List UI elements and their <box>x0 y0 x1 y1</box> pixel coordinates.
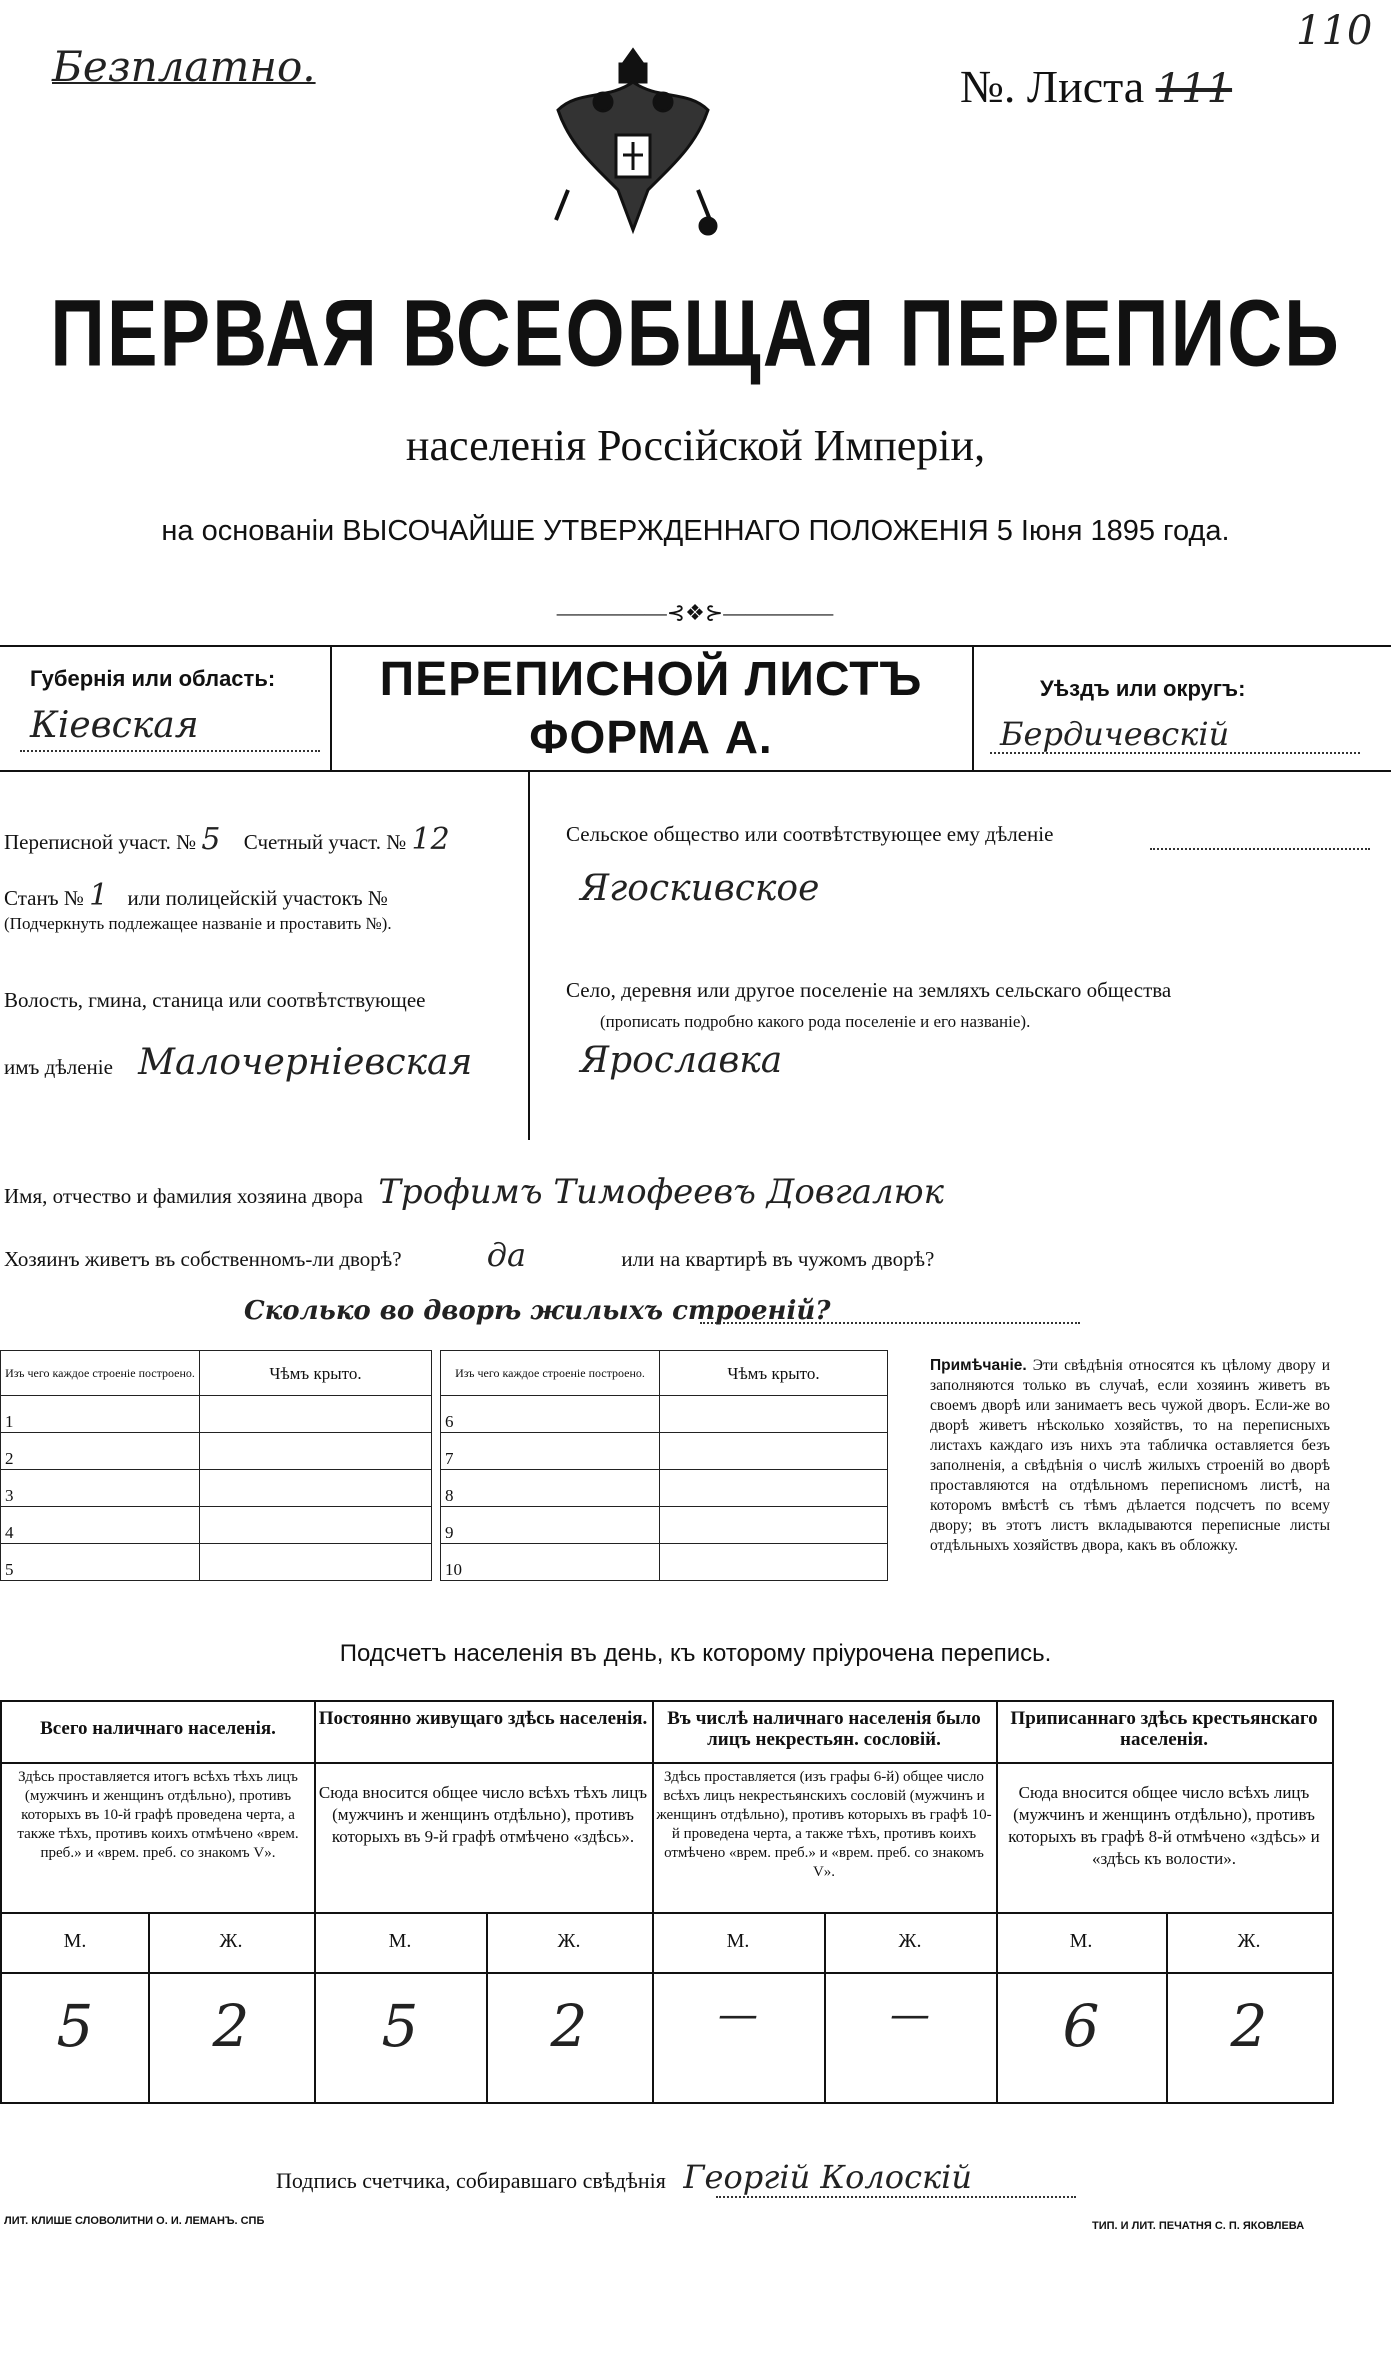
col-registered-desc: Сюда вносится общее число всѣхъ лицъ (мужчинъ и женщинъ отдѣльно), противъ которыхъ въ графѣ 8-й отмѣчено «здѣсь» и «здѣсь къ волости». <box>1008 1783 1320 1868</box>
col-total-desc: Здѣсь проставляется итогъ всѣхъ тѣхъ лицъ (мужчинъ и женщинъ отдѣльно), противъ которыхъ въ 10-й графѣ проведена черта, а также тѣхъ, противъ коихъ отмѣчено «врем. преб.» и «врем. преб. со знакомъ V». <box>17 1769 299 1861</box>
male-label: М. <box>63 1930 87 1952</box>
signature-label: Подпись счетчика, собиравшаго свѣдѣнія <box>276 2168 666 2193</box>
total-male-value: 5 <box>56 1992 94 2060</box>
registered-female-value: 2 <box>1230 1992 1268 2060</box>
row-number: 9 <box>441 1507 660 1544</box>
stan-line <box>4 878 388 913</box>
sheet-no-value: 111 <box>1155 66 1233 112</box>
col-non-peasant-title: Въ числѣ наличнаго населенія было лицъ некрестьян. сословій. <box>667 1708 981 1750</box>
col-built-of: Изъ чего каждое строеніе построено. <box>1 1351 200 1396</box>
sheet-number <box>960 60 1232 113</box>
non-peasant-female-value: — <box>890 1992 930 2038</box>
row-number: 4 <box>1 1507 200 1544</box>
sub-title: населенія Россійской Имперіи, <box>405 421 986 470</box>
col-total-title: Всего наличнаго населенія. <box>40 1718 276 1739</box>
female-label: Ж. <box>219 1930 243 1952</box>
row-number: 1 <box>1 1396 200 1433</box>
printer-left: ЛИТ. КЛИШЕ СЛОВОЛИТНИ О. И. ЛЕМАНЪ. СПБ <box>4 2215 265 2227</box>
permanent-female-value: 2 <box>550 1992 588 2060</box>
col-permanent-title: Постоянно живущаго здѣсь населенія. <box>318 1708 648 1729</box>
row-number: 2 <box>1 1433 200 1470</box>
col-roofed: Чѣмъ крыто. <box>660 1351 888 1396</box>
rented-label: или на квартирѣ въ чужомъ дворѣ? <box>621 1247 935 1271</box>
rural-society-label: Сельское общество или соотвѣтствующее ему дѣленіе <box>566 822 1054 846</box>
sheet-title: ПЕРЕПИСНОЙ ЛИСТЪ <box>379 653 923 706</box>
main-title: ПЕРВАЯ ВСЕОБЩАЯ ПЕРЕПИСЬ <box>50 280 1341 387</box>
buildings-question: Сколько во дворѣ жилыхъ строеній? <box>244 1296 831 1326</box>
note-text: Эти свѣдѣнія относятся къ цѣлому двору и заполняются только въ случаѣ, если хозяинъ живетъ въ своемъ дворѣ или занимаетъ весь чужой дворъ. Если-же во дворѣ живетъ нѣсколько хозяйствъ, то на переписныхъ листахъ каждаго изъ нихъ эта табличка оставляется безъ заполненія, а свѣдѣнія о числѣ жилыхъ строеній во дворѣ проставляются на отдѣльномъ переписномъ листѣ, на которомъ вмѣстѣ съ тѣмъ дѣлается подсчетъ по всему двору; въ этотъ листъ вкладываются переписные листы отдѣльныхъ хозяйствъ двора, какъ въ обложку. <box>930 1357 1331 1554</box>
signature-line <box>276 2158 972 2196</box>
counting-district-label: Счетный участ. № <box>243 830 407 854</box>
district-value: Бердичевскій <box>1000 715 1230 753</box>
village-label: Село, деревня или другое поселеніе на земляхъ сельскаго общества <box>566 978 1172 1002</box>
district-label: Уѣздъ или округъ: <box>1040 676 1246 701</box>
village-note: (прописать подробно какого рода поселеніе и его названіе). <box>600 1012 1031 1031</box>
volost-label-2: имъ дѣленіе <box>4 1055 113 1079</box>
row-number: 6 <box>441 1396 660 1433</box>
coat-of-arms-icon <box>548 40 718 250</box>
owner-name-line <box>4 1172 944 1212</box>
sheet-no-label: №. Листа <box>960 61 1145 112</box>
col-registered-title: Приписаннаго здѣсь крестьянскаго населенія. <box>1010 1708 1318 1750</box>
row-number: 5 <box>1 1544 200 1581</box>
col-permanent-desc: Сюда вносится общее число всѣхъ тѣхъ лицъ (мужчинъ и женщинъ отдѣльно), противъ которыхъ въ 9-й графѣ отмѣчено «здѣсь». <box>318 1783 648 1846</box>
village-value: Ярославка <box>580 1040 783 1081</box>
row-number: 8 <box>441 1470 660 1507</box>
census-district-label: Переписной участ. № <box>4 830 197 854</box>
underline-note: (Подчеркнуть подлежащее названіе и проставить №). <box>4 914 392 933</box>
free-label: Безплатно. <box>52 42 316 91</box>
col-non-peasant-desc: Здѣсь проставляется (изъ графы 6-й) общее число всѣхъ лицъ некрестьянскихъ сословій (мужчинъ и женщинъ отдѣльно), противъ которыхъ въ графѣ 10-й проведена черта, а также тѣхъ, противъ коихъ отмѣчено «врем. преб.» и «врем. преб. со знакомъ V». <box>656 1769 992 1880</box>
note-lead: Примѣчаніе. <box>930 1357 1027 1374</box>
owner-name-value: Трофимъ Тимофеевъ Довгалюк <box>378 1172 944 1212</box>
male-label: М. <box>726 1930 750 1952</box>
counting-district-value: 12 <box>411 822 450 857</box>
population-heading: Подсчетъ населенія въ день, къ которому пріурочена перепись. <box>339 1640 1052 1667</box>
census-district <box>4 822 450 857</box>
note-block <box>930 1356 1330 1556</box>
buildings-table-right <box>440 1350 888 1581</box>
stan-value: 1 <box>89 878 109 913</box>
row-number: 10 <box>441 1544 660 1581</box>
police-label: или полицейскій участокъ № <box>127 886 388 910</box>
own-yard-line <box>4 1236 934 1274</box>
census-district-value: 5 <box>201 822 221 857</box>
buildings-table-left <box>0 1350 432 1581</box>
female-label: Ж. <box>1237 1930 1261 1952</box>
row-number: 7 <box>441 1433 660 1470</box>
owner-name-label: Имя, отчество и фамилия хозяина двора <box>4 1184 363 1208</box>
signature-value: Георгій Колоскій <box>683 2158 972 2196</box>
own-yard-label: Хозяинъ живетъ въ собственномъ-ли дворѣ? <box>4 1247 402 1271</box>
volost-label: Волость, гмина, станица или соотвѣтствующее <box>4 988 426 1012</box>
volost-line <box>4 1042 472 1083</box>
col-roofed: Чѣмъ крыто. <box>200 1351 432 1396</box>
population-table <box>0 1700 1334 2104</box>
rural-society-value: Ягоскивское <box>580 868 820 909</box>
col-built-of: Изъ чего каждое строеніе построено. <box>441 1351 660 1396</box>
non-peasant-male-value: — <box>718 1992 758 2038</box>
ornament-divider: —————⊰❖⊱————— <box>556 600 834 625</box>
volost-value: Малочерніевская <box>138 1042 473 1083</box>
male-label: М. <box>388 1930 412 1952</box>
province-value: Кіевская <box>30 705 199 746</box>
form-label: ФОРМА А. <box>529 711 773 763</box>
province-label: Губернія или область: <box>30 666 276 691</box>
row-number: 3 <box>1 1470 200 1507</box>
registered-male-value: 6 <box>1062 1992 1100 2060</box>
permanent-male-value: 5 <box>381 1992 419 2060</box>
own-yard-value: да <box>486 1236 527 1274</box>
female-label: Ж. <box>557 1930 581 1952</box>
decree-line: на основаніи ВЫСОЧАЙШЕ УТВЕРЖДЕННАГО ПОЛОЖЕНІЯ 5 Іюня 1895 года. <box>161 515 1230 547</box>
stan-label: Станъ № <box>4 886 84 910</box>
total-female-value: 2 <box>212 1992 250 2060</box>
corner-number: 110 <box>1296 8 1373 54</box>
male-label: М. <box>1069 1930 1093 1952</box>
printer-right: ТИП. И ЛИТ. ПЕЧАТНЯ С. П. ЯКОВЛЕВА <box>1092 2220 1305 2232</box>
female-label: Ж. <box>898 1930 922 1952</box>
